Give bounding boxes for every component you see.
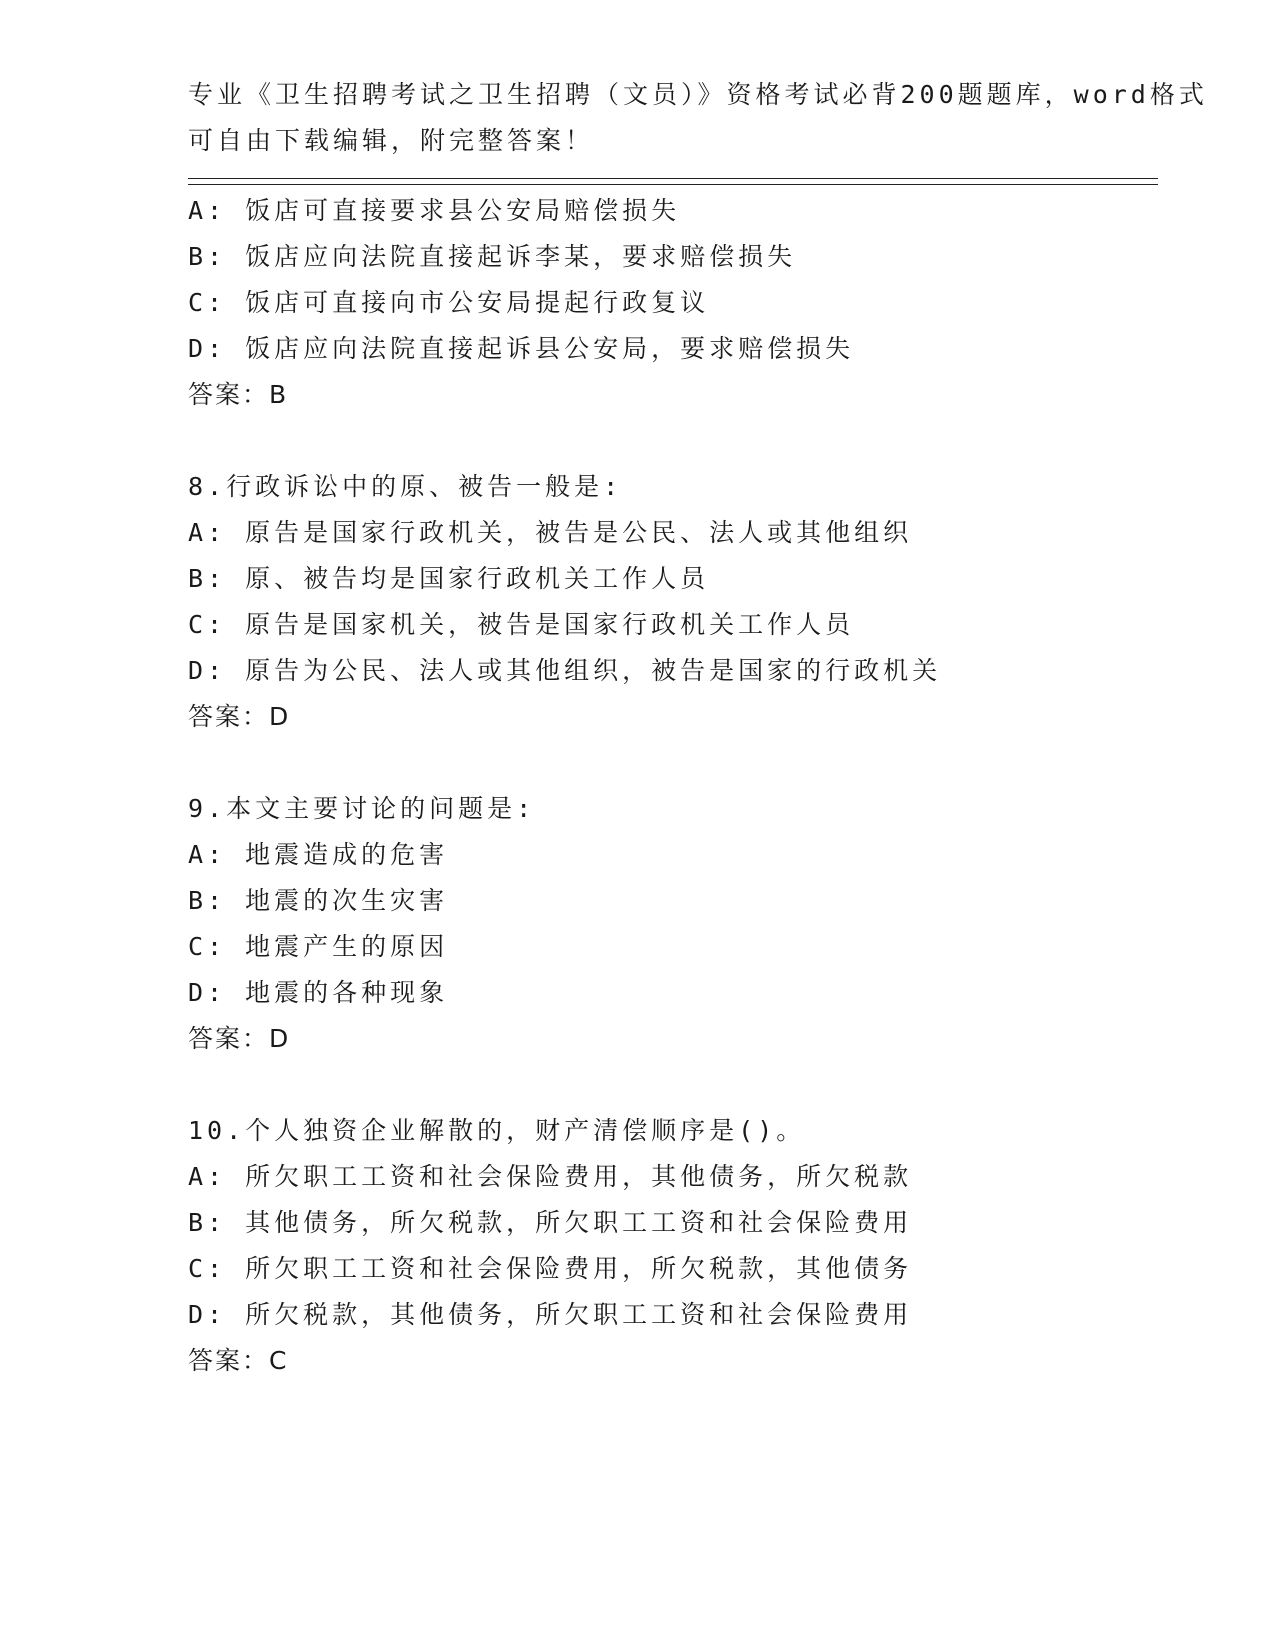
option-d: D: 地震的各种现象 (188, 978, 449, 1007)
option-a: A: 地震造成的危害 (188, 840, 449, 869)
question-text: 10.个人独资企业解散的，财产清偿顺序是()。 (188, 1116, 806, 1145)
spacer (188, 1062, 1188, 1108)
option-b: B: 地震的次生灾害 (188, 886, 449, 915)
answer: 答案：D (188, 1024, 291, 1053)
option-b: B: 原、被告均是国家行政机关工作人员 (188, 564, 710, 593)
option-a: A: 饭店可直接要求县公安局赔偿损失 (188, 196, 681, 225)
header-line-2: 可自由下载编辑，附完整答案！ (188, 126, 595, 155)
question-text: 9.本文主要讨论的问题是: (188, 794, 536, 823)
option-c: C: 饭店可直接向市公安局提起行政复议 (188, 288, 710, 317)
question-7 (188, 188, 1188, 418)
option-d: D: 所欠税款，其他债务，所欠职工工资和社会保险费用 (188, 1300, 913, 1329)
question-9 (188, 786, 1188, 1062)
answer: 答案：C (188, 1346, 289, 1375)
option-c: C: 地震产生的原因 (188, 932, 449, 961)
answer: 答案：D (188, 702, 291, 731)
document-header (188, 72, 1208, 164)
spacer (188, 418, 1188, 464)
header-line-1: 专业《卫生招聘考试之卫生招聘（文员）》资格考试必背200题题库，word格式 (188, 80, 1208, 109)
question-text: 8.行政诉讼中的原、被告一般是: (188, 472, 623, 501)
question-8 (188, 464, 1188, 740)
option-c: C: 原告是国家机关，被告是国家行政机关工作人员 (188, 610, 855, 639)
spacer (188, 740, 1188, 786)
option-d: D: 原告为公民、法人或其他组织，被告是国家的行政机关 (188, 656, 942, 685)
option-b: B: 其他债务，所欠税款，所欠职工工资和社会保险费用 (188, 1208, 913, 1237)
option-b: B: 饭店应向法院直接起诉李某，要求赔偿损失 (188, 242, 797, 271)
option-d: D: 饭店应向法院直接起诉县公安局，要求赔偿损失 (188, 334, 855, 363)
option-a: A: 所欠职工工资和社会保险费用，其他债务，所欠税款 (188, 1162, 913, 1191)
answer: 答案：B (188, 380, 289, 409)
question-10 (188, 1108, 1188, 1384)
question-list (188, 188, 1188, 1384)
header-divider (188, 178, 1158, 185)
option-a: A: 原告是国家行政机关，被告是公民、法人或其他组织 (188, 518, 913, 547)
option-c: C: 所欠职工工资和社会保险费用，所欠税款，其他债务 (188, 1254, 913, 1283)
